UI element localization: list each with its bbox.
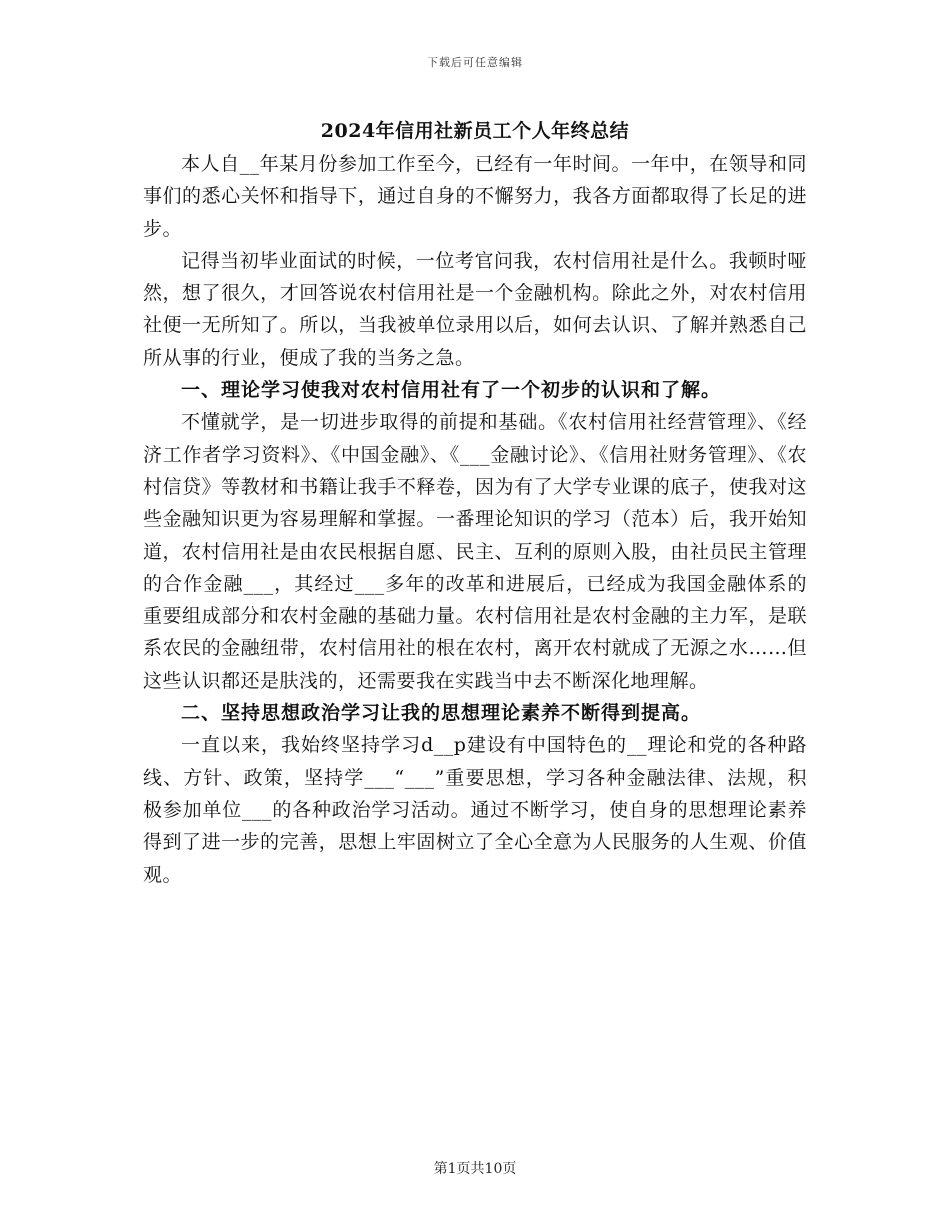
paragraph-theory-study: 不懂就学，是一切进步取得的前提和基础。《农村信用社经营管理》、《经济工作者学习资料》、《中国金融》、《___金融讨论》、《信用社财务管理》、《农村信贷》等教材和书籍让我手不释卷，因为有了大学专业课的底子，使我对这些金融知识更为容易理解和掌握。一番理论知识的学习（范本）后，我开始知道，农村信用社是由农民根据自愿、民主、互利的原则入股，由社员民主管理的合作金融___，其经过___多年的改革和进展后，已经成为我国金融体系的重要组成部分和农村金融的基础力量。农村信用社是农村金融的主力军，是联系农民的金融纽带，农村信用社的根在农村，离开农村就成了无源之水……但这些认识都还是肤浅的，还需要我在实践当中去不断深化地理解。 (143, 411, 807, 692)
page-footer: 第1页共10页 (433, 1161, 517, 1177)
document-body (143, 148, 807, 891)
section-heading-2: 二、坚持思想政治学习让我的思想理论素养不断得到提高。 (181, 702, 702, 725)
header-note: 下载后可任意编辑 (427, 56, 523, 69)
paragraph-political-study: 一直以来，我始终坚持学习d__p建设有中国特色的__理论和党的各种路线、方针、政策，坚持学___“___”重要思想，学习各种金融法律、法规，积极参加单位___的各种政治学习活动。通过不断学习，使自身的思想理论素养得到了进一步的完善，思想上牢固树立了全心全意为人民服务的人生观、价值观。 (143, 734, 807, 886)
section-heading-1: 一、理论学习使我对农村信用社有了一个初步的认识和了解。 (181, 379, 722, 402)
paragraph-interview: 记得当初毕业面试的时候，一位考官问我，农村信用社是什么。我顿时哑然，想了很久，才回答说农村信用社是一个金融机构。除此之外，对农村信用社便一无所知了。所以，当我被单位录用以后，如何去认识、了解并熟悉自己所从事的行业，便成了我的当务之急。 (143, 249, 807, 369)
paragraph-intro: 本人自__年某月份参加工作至今，已经有一年时间。一年中，在领导和同事们的悉心关怀和指导下，通过自身的不懈努力，我各方面都取得了长足的进步。 (143, 153, 807, 240)
document-title: 2024年信用社新员工个人年终总结 (320, 120, 630, 142)
